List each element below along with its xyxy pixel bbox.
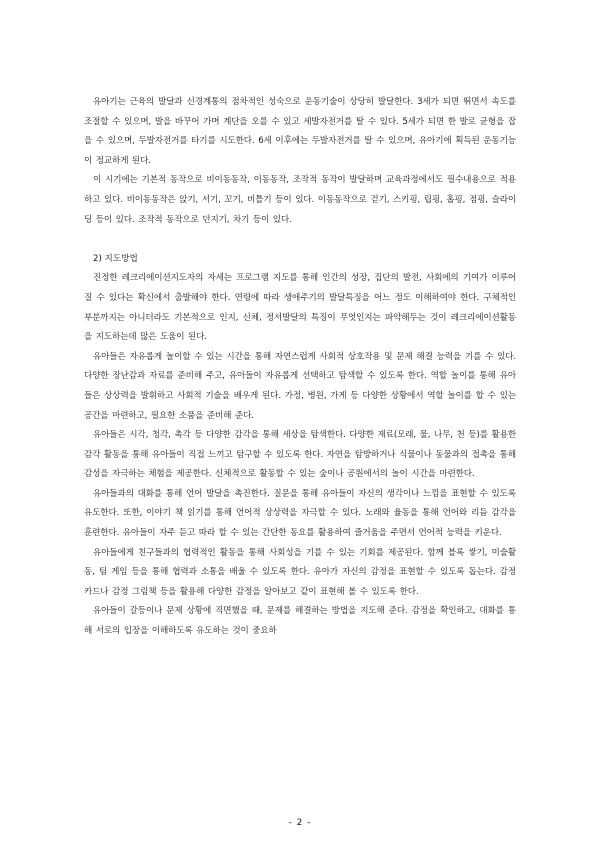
paragraph-language-development: 유아들과의 대화를 통해 언어 발달을 촉진한다. 질문을 통해 유아들이 자신의 생각이나 느낌을 표현할 수 있도록 유도한다. 또한, 이야기 책 읽기를 통해 언어적 상상력을 자극할 수 있다. 노래와 율동을 통해 언어와 리듬 감각을 훈련한다. 유아들이 자주 듣고 따라 할 수 있는 간단한 동요를 활용하여 즐거움을 주면서 언어적 능력을 키운다. bbox=[84, 488, 516, 539]
section-heading: 2) 지도방법 bbox=[93, 253, 138, 264]
paragraph-basic-movements: 이 시기에는 기본적 동작으로 비이동동작, 이동동작, 조작적 동작이 발달하며 교육과정에서도 필수내용으로 적용하고 있다. 비이동동작은 앉기, 서기, 꼬기, 비틀기 등이 있다. 이동동작으로 걷기, 스키핑, 립핑, 홉핑, 점핑, 슬라이딩 등이 있다. 조작적 동작으로 던지기, 차기 등이 있다. bbox=[84, 175, 516, 225]
paragraph-conflict-resolution: 유아들이 갈등이나 문제 상황에 직면했을 때, 문제를 해결하는 방법을 지도해 준다. 감정을 확인하고, 대화를 통해 서로의 입장을 이해하도록 유도하는 것이 중요하 bbox=[84, 606, 516, 637]
paragraph-social-skills: 유아들에게 친구들과의 협력적인 활동을 통해 사회성을 기를 수 있는 기회를 제공된다. 함께 블록 쌓기, 미술활동, 팀 게임 등을 통해 협력과 소통을 배울 수 있도록 한다. 유아가 자신의 감정을 표현할 수 있도록 돕는다. 감정 카드나 감정 그림책 등을 활용해 다양한 감정을 알아보고 같이 표현해 볼 수 있도록 한다. bbox=[84, 547, 516, 597]
section-spacer bbox=[84, 230, 516, 250]
paragraph-free-play: 유아들은 자유롭게 놀이할 수 있는 시간을 통해 자연스럽게 사회적 상호작용 및 문제 해결 능력을 기를 수 있다. 다양한 장난감과 자료를 준비해 주고, 유아들이 자유롭게 선택하고 탐색할 수 있도록 한다. 역할 놀이를 통해 유아들은 상상력을 발휘하고 사회적 기술을 배우게 된다. 가정, 병원, 가게 등 다양한 상황에서 역할 놀이를 할 수 있는 공간을 마련하고, 필요한 소품을 준비해 준다. bbox=[84, 351, 516, 421]
section-teaching-methods bbox=[84, 250, 516, 642]
document-page bbox=[84, 93, 516, 642]
paragraph-sensory-activities: 유아들은 시각, 청각, 촉각 등 다양한 감각을 통해 세상을 탐색한다. 다양한 재료(모래, 물, 나무, 천 등)를 활용한 감각 활동을 통해 유아들이 직접 느끼고 탐구할 수 있도록 한다. 자연을 탐방하거나 식물이나 동물과의 접촉을 통해 감성을 자극하는 체험을 제공한다. 신체적으로 활동할 수 있는 숲이나 공원에서의 놀이 시간을 마련한다. bbox=[84, 430, 516, 480]
paragraph-leader-attitude: 진정한 레크리에이션지도자의 자세는 프로그램 지도를 통해 인간의 성장, 집단의 발전, 사회에의 기여가 이루어질 수 있다는 확신에서 출발해야 한다. 연령에 따라 생애주기의 발달특징을 어느 정도 이해하여야 한다. 구체적인 부분까지는 아니더라도 기본적으로 인지, 신체, 정서발달의 특징이 무엇인지는 파악해두는 것이 레크리에이션활동을 지도하는데 많은 도움이 된다. bbox=[84, 273, 516, 343]
paragraph-motor-development: 유아기는 근육의 발달과 신경계통의 점차적인 성숙으로 운동기술이 상당히 발달한다. 3세가 되면 뛰면서 속도를 조절할 수 있으며, 발을 바꾸어 가며 계단을 오를 수 있고 세발자전거를 탈 수 있다. 5세가 되면 한 발로 균형을 잡을 수 있으며, 두발자전거를 타기를 시도한다. 6세 이후에는 두발자전거를 탈 수 있으며, 유아기에 획득된 운동기능이 정교하게 된다. bbox=[84, 97, 516, 166]
section-development bbox=[84, 93, 516, 230]
page-number: - 2 - bbox=[288, 818, 312, 828]
